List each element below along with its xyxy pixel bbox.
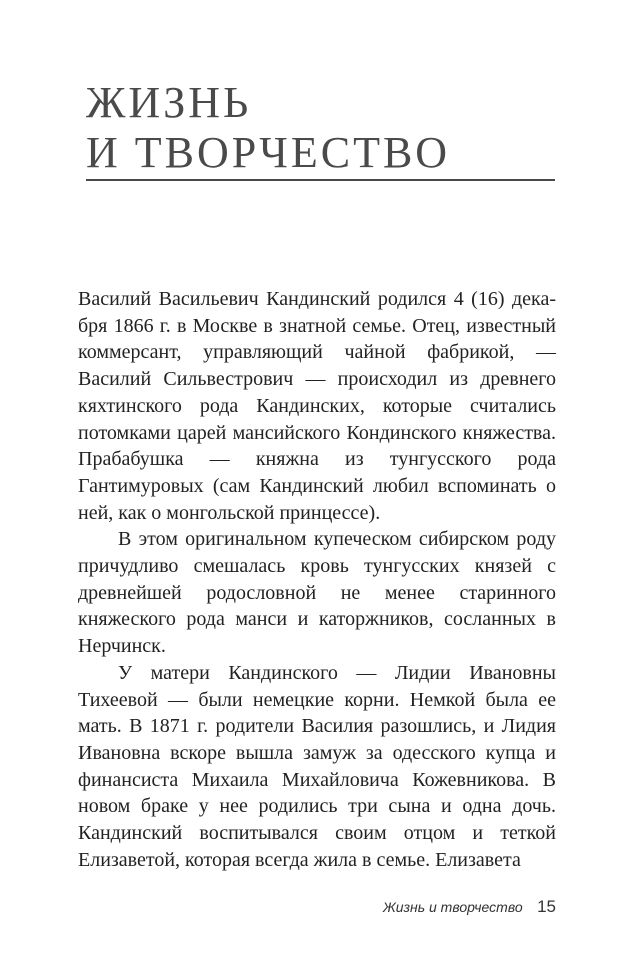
chapter-title-line-1: ЖИЗНЬ (86, 78, 252, 127)
title-underline-rule (86, 179, 555, 181)
paragraph-3: У матери Кандинского — Лидии Ивановны Тихеевой — были немецкие корни. Немкой была ее мать. В 1871 г. родители Василия разошлись, и Лидия Ивановна вскоре вышла замуж за одесского купца и финансиста Михаила Михайловича Кожевникова. В новом браке у нее родились три сына и одна дочь. Кандинский воспитывался своим отцом и теткой Елизаветой, которая всегда жила в семье. Елизавета (78, 661, 556, 871)
paragraph-2: В этом оригинальном купеческом сибирском роду причудливо смешалась кровь тунгусских князей с древнейшей родословной не менее старинного княжеского рода манси и каторжников, сосланных в Нерчинск. (78, 528, 556, 658)
page-footer (78, 897, 556, 917)
chapter-title-line-2: И ТВОРЧЕСТВО (86, 128, 451, 177)
page-number: 15 (537, 897, 556, 916)
running-title: Жизнь и творчество (382, 899, 523, 915)
body-text (78, 286, 556, 873)
paragraph-1: Василий Васильевич Кандинский родился 4 (16) декабря 1866 г. в Москве в знатной семье. Отец, известный коммерсант, управляющий чайной фабрикой, — Василий Сильвестрович — происходил из древнего кяхтинского рода Кандинских, которые считались потомками царей мансийского Кондинского княжества. Прабабушка — княжна из тунгусского рода Гантимуровых (сам Кандинский любил вспоминать о ней, как о монгольской принцессе). (78, 288, 556, 524)
chapter-title (86, 78, 560, 178)
